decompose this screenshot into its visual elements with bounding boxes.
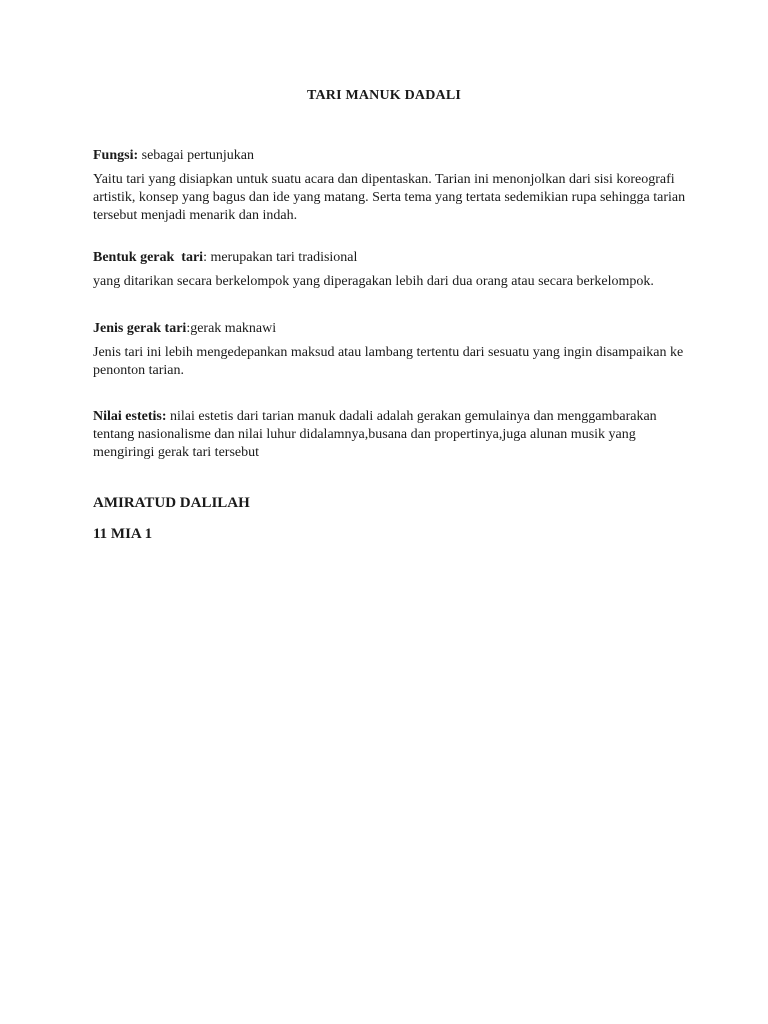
- document-title: TARI MANUK DADALI: [306, 88, 462, 103]
- section-value: : merupakan tari tradisional: [203, 250, 358, 265]
- section-label: Jenis gerak tari: [93, 321, 187, 336]
- section-nilai-estetis: [93, 408, 693, 462]
- section-paragraph: Jenis tari ini lebih mengedepankan maksud atau lambang tertentu dari sesuatu yang ingin disampaikan ke penonton tarian.: [93, 345, 684, 378]
- section-heading: [93, 320, 693, 338]
- section-value: sebagai pertunjukan: [138, 148, 254, 163]
- author-class: 11 MIA 1: [93, 526, 153, 542]
- section-heading: [93, 408, 693, 462]
- section-bentuk-gerak-tari: [93, 249, 693, 291]
- section-paragraph: Yaitu tari yang disiapkan untuk suatu acara dan dipentaskan. Tarian ini menonjolkan dari sisi koreografi artistik, konsep yang bagus dan ide yang matang. Serta tema yang tertata sedemikian rupa sehingga tarian tersebut menjadi menarik dan indah.: [93, 172, 686, 223]
- section-heading: [93, 147, 693, 165]
- section-heading: [93, 249, 693, 267]
- author-name: AMIRATUD DALILAH: [93, 495, 250, 511]
- section-label: Bentuk gerak tari: [93, 250, 204, 265]
- document-body: [93, 147, 693, 543]
- section-jenis-gerak-tari: [93, 320, 693, 380]
- section-fungsi: [93, 147, 693, 225]
- section-label: Nilai estetis:: [93, 409, 167, 424]
- section-paragraph: yang ditarikan secara berkelompok yang diperagakan lebih dari dua orang atau secara berkelompok.: [93, 274, 654, 289]
- section-label: Fungsi:: [93, 148, 139, 163]
- section-value: nilai estetis dari tarian manuk dadali adalah gerakan gemulainya dan menggambarakan tentang nasionalisme dan nilai luhur didalamnya,busana dan propertinya,juga alunan musik yang mengiringi gerak tari tersebut: [93, 409, 657, 460]
- section-value: :gerak maknawi: [186, 321, 277, 336]
